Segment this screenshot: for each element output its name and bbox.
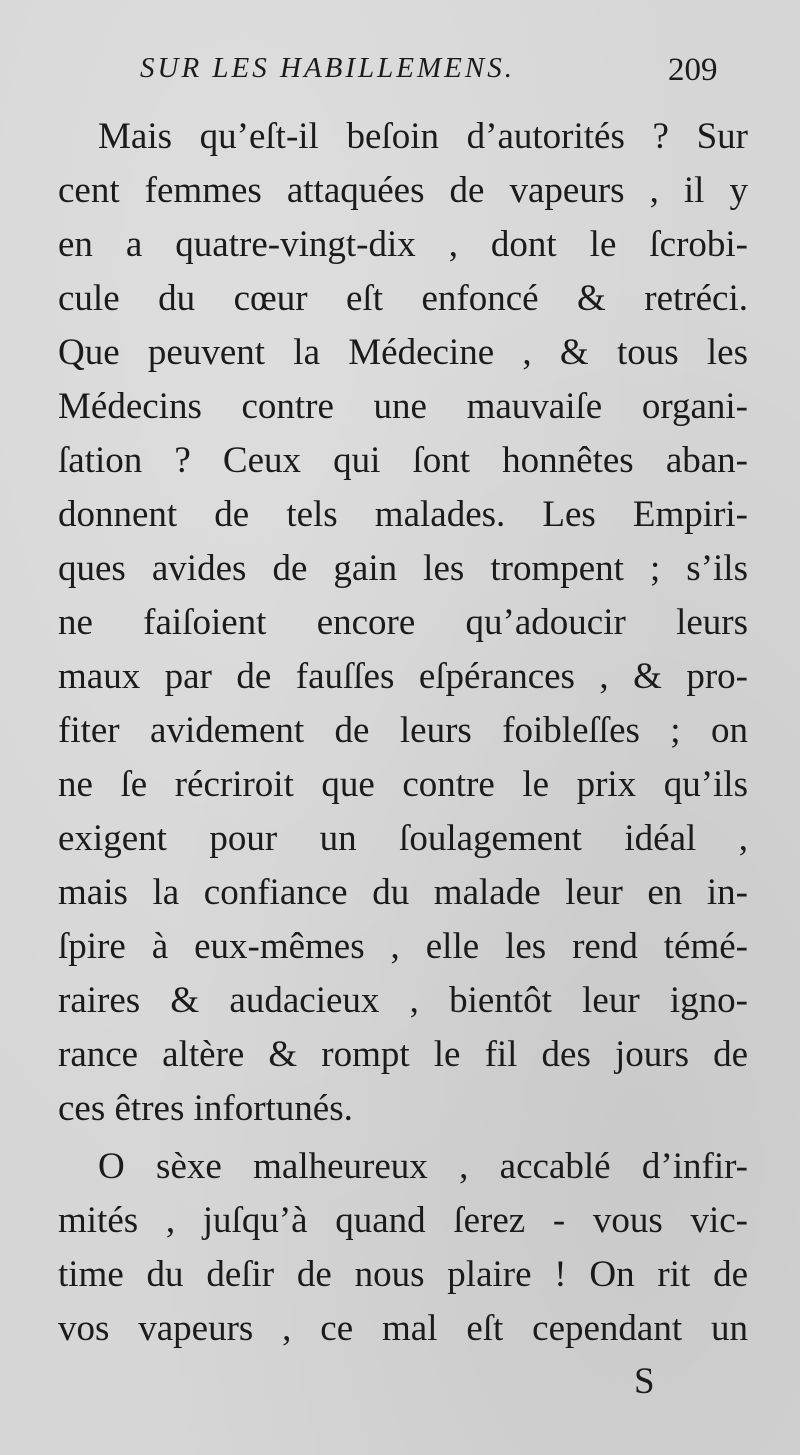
text-line: Que peuvent la Médecine , & tous les — [58, 332, 748, 373]
text-line: ſation ? Ceux qui ſont honnêtes aban- — [58, 440, 748, 481]
running-title: SUR LES HABILLEMENS. — [140, 52, 515, 84]
text-line: Médecins contre une mauvaiſe organi- — [58, 386, 748, 427]
text-line: mais la confiance du malade leur en in- — [58, 872, 748, 913]
text-line: mités , juſqu’à quand ſerez - vous vic- — [58, 1200, 748, 1241]
page-number: 209 — [668, 52, 718, 88]
signature-mark: S — [634, 1361, 655, 1402]
text-line: exigent pour un ſoulagement idéal , — [58, 818, 748, 859]
text-line: maux par de fauſſes eſpérances , & pro- — [58, 656, 748, 697]
text-line: donnent de tels malades. Les Empiri- — [58, 494, 748, 535]
text-line: cent femmes attaquées de vapeurs , il y — [58, 170, 748, 211]
text-line: ne faiſoient encore qu’adoucir leurs — [58, 602, 748, 643]
text-line: O sèxe malheureux , accablé d’infir- — [98, 1146, 748, 1187]
text-line: rance altère & rompt le fil des jours de — [58, 1034, 748, 1075]
text-line: raires & audacieux , bientôt leur igno- — [58, 980, 748, 1021]
text-line: fiter avidement de leurs foibleſſes ; on — [58, 710, 748, 751]
text-line: ques avides de gain les trompent ; s’ils — [58, 548, 748, 589]
text-line: vos vapeurs , ce mal eſt cependant un — [58, 1308, 748, 1349]
text-line: en a quatre-vingt-dix , dont le ſcrobi- — [58, 224, 748, 265]
text-line: ſpire à eux-mêmes , elle les rend témé- — [58, 926, 748, 967]
text-line: ne ſe récriroit que contre le prix qu’ils — [58, 764, 748, 805]
text-line: Mais qu’eſt-il beſoin d’autorités ? Sur — [98, 116, 748, 157]
text-line: time du deſir de nous plaire ! On rit de — [58, 1254, 748, 1295]
text-line: ces êtres infortunés. — [58, 1088, 353, 1129]
text-line: cule du cœur eſt enfoncé & retréci. — [58, 278, 748, 319]
